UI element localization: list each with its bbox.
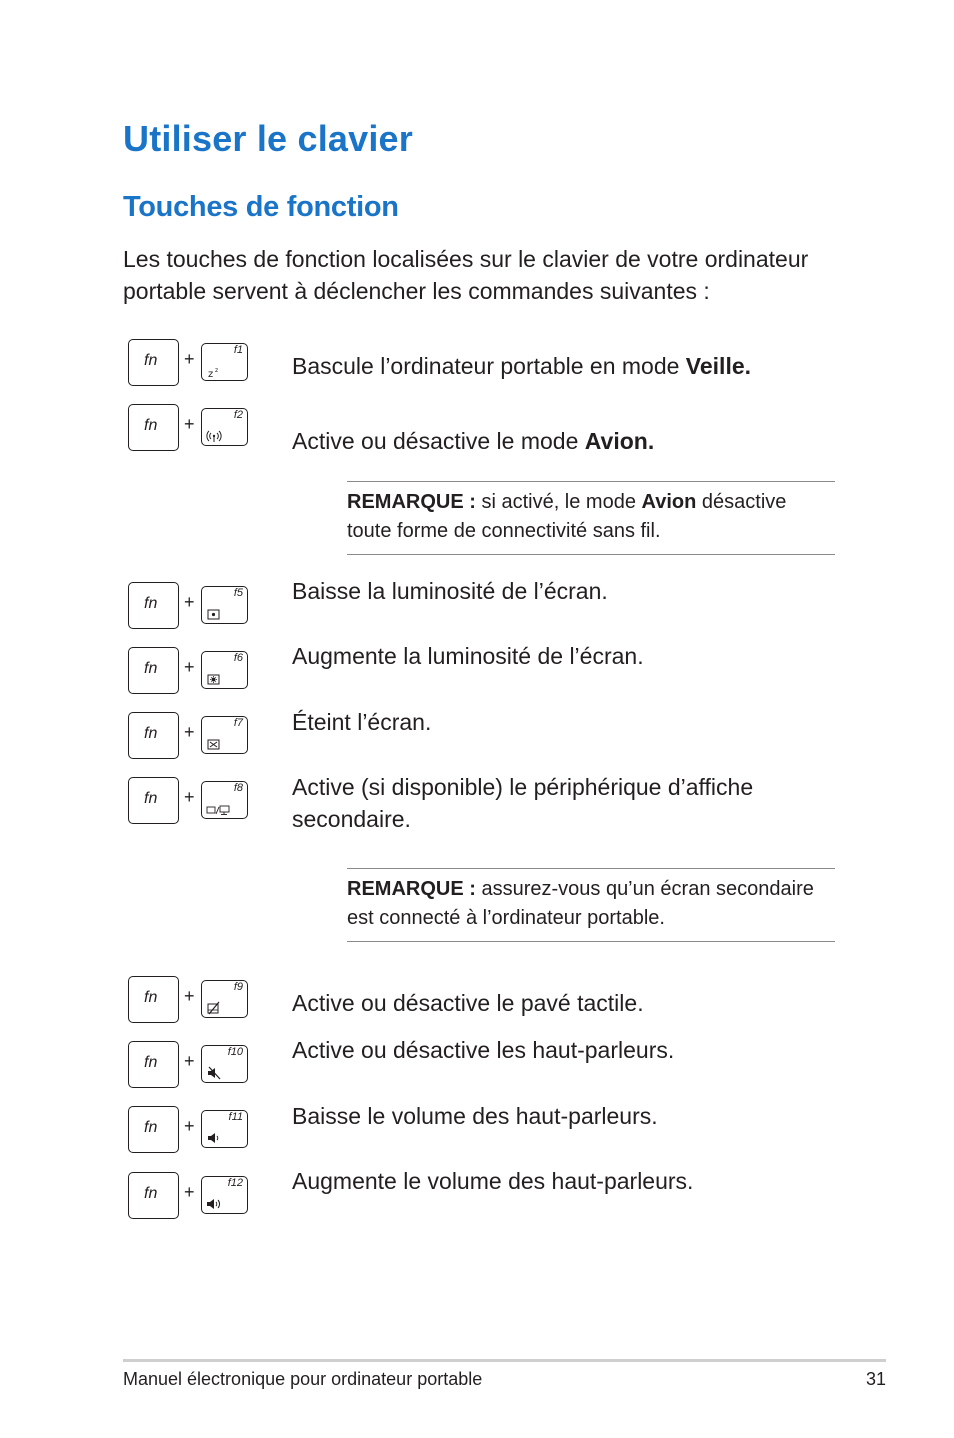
f6-key [201,651,248,689]
brightness-down-icon [206,607,222,621]
touchpad-off-icon [206,1001,222,1015]
description-f10: Active ou désactive les haut-parleurs. [292,1037,675,1063]
f7-key [201,716,248,754]
key-combo-f8 [128,777,250,825]
key-combo-f9 [128,976,250,1024]
fn-key: fn [128,1172,179,1219]
fn-key: fn [128,1041,179,1088]
plus-sign: + [184,1051,195,1071]
volume-up-icon [206,1197,222,1211]
f12-key [201,1176,248,1214]
plus-sign: + [184,414,195,434]
brightness-up-icon [206,672,222,686]
key-combo-f5 [128,582,250,630]
speaker-mute-icon [206,1066,222,1080]
f11-key [201,1110,248,1148]
intro-paragraph: Les touches de fonction localisées sur le clavier de votre ordinateur portable servent à déclencher les commandes suivantes : [123,246,809,304]
key-combo-f6 [128,647,250,695]
key-combo-f10 [128,1041,250,1089]
fn-key: fn [128,404,179,451]
footer-title: Manuel électronique pour ordinateur portable [123,1369,483,1389]
description-f2: Active ou désactive le mode Avion. [292,428,655,454]
key-combo-f7 [128,712,250,760]
fn-key: fn [128,339,179,386]
sleep-icon [206,364,222,378]
wireless-icon [206,429,222,443]
fn-key: fn [128,1106,179,1153]
key-combo-f1 [128,339,250,387]
section-title: Touches de fonction [123,191,399,223]
plus-sign: + [184,986,195,1006]
description-f5: Baisse la luminosité de l’écran. [292,578,608,604]
plus-sign: + [184,1182,195,1202]
plus-sign: + [184,657,195,677]
fn-key: fn [128,582,179,629]
f2-key [201,408,248,446]
note-airplane: REMARQUE : si activé, le mode Avion désactive toute forme de connectivité sans fil. [347,481,835,555]
svg-text:z: z [215,367,219,374]
key-combo-f2 [128,404,250,452]
description-f8: Active (si disponible) le périphérique d’affiche secondaire. [292,774,754,832]
fn-key: fn [128,647,179,694]
svg-text:z: z [208,369,214,378]
f9-key [201,980,248,1018]
key-label: f9 [233,981,243,993]
key-label: f7 [233,717,243,729]
plus-sign: + [184,1116,195,1136]
page-title: Utiliser le clavier [123,118,413,159]
description-f7: Éteint l’écran. [292,709,432,735]
plus-sign: + [184,787,195,807]
description-f9: Active ou désactive le pavé tactile. [292,990,644,1016]
key-label: f10 [227,1046,243,1058]
key-label: f8 [233,782,243,794]
fn-key: fn [128,712,179,759]
plus-sign: + [184,592,195,612]
f8-key [201,781,248,819]
description-f6: Augmente la luminosité de l’écran. [292,643,644,669]
key-label: f1 [233,344,243,356]
key-combo-f11 [128,1106,250,1154]
f1-key [201,343,248,381]
f5-key [201,586,248,624]
key-label: f11 [228,1111,243,1123]
fn-key: fn [128,976,179,1023]
key-label: f12 [227,1177,243,1189]
key-label: f6 [233,652,243,664]
note-secondary-display: REMARQUE : assurez-vous qu’un écran secondaire est connecté à l’ordinateur portable. [347,868,835,942]
key-combo-f12 [128,1172,250,1220]
description-f12: Augmente le volume des haut-parleurs. [292,1168,694,1194]
plus-sign: + [184,722,195,742]
volume-down-icon [206,1131,222,1145]
key-label: f2 [233,409,243,421]
page-number: 31 [866,1369,887,1389]
dual-display-icon [206,802,232,816]
fn-key: fn [128,777,179,824]
display-off-icon [206,737,222,751]
description-f11: Baisse le volume des haut-parleurs. [292,1103,658,1129]
key-label: f5 [233,587,243,599]
plus-sign: + [184,349,195,369]
f10-key [201,1045,248,1083]
footer-divider [123,1359,886,1362]
description-f1: Bascule l’ordinateur portable en mode Veille. [292,353,752,379]
